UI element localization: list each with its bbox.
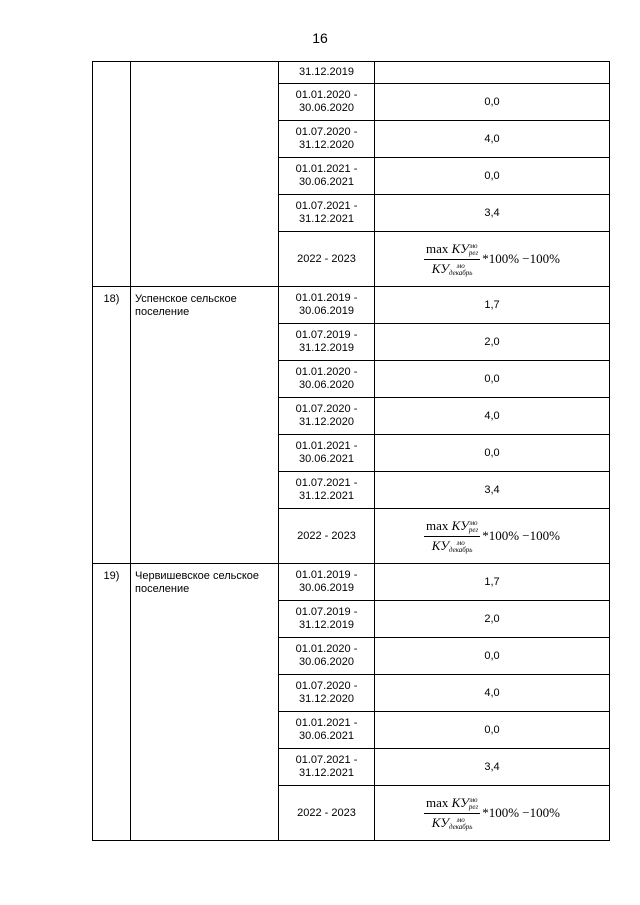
formula-sub: декабрь (448, 546, 473, 555)
value-cell: 4,0 (375, 398, 610, 435)
formula-fraction (424, 795, 480, 831)
formula-denominator (430, 260, 475, 277)
value-cell: 0,0 (375, 158, 610, 195)
formula-sub: декабрь (448, 269, 473, 278)
value-cell: 0,0 (375, 435, 610, 472)
period-cell: 01.07.2021 - 31.12.2021 (279, 472, 375, 509)
value-cell: 3,4 (375, 195, 610, 232)
settlement-name-cell (131, 62, 279, 287)
formula-sup: мо (456, 816, 465, 825)
period-cell: 01.07.2019 - 31.12.2019 (279, 324, 375, 361)
period-cell: 01.07.2020 - 31.12.2020 (279, 398, 375, 435)
value-cell: 0,0 (375, 361, 610, 398)
formula-sup: мо (469, 519, 478, 527)
formula-cell (375, 786, 610, 841)
period-cell: 01.01.2020 - 30.06.2020 (279, 638, 375, 675)
period-cell: 01.01.2020 - 30.06.2020 (279, 84, 375, 121)
formula-max: max (426, 794, 449, 810)
formula-sup: мо (456, 262, 465, 271)
formula-ku: КУ (451, 794, 469, 810)
value-cell: 3,4 (375, 472, 610, 509)
value-cell: 0,0 (375, 712, 610, 749)
value-cell: 4,0 (375, 121, 610, 158)
value-cell: 3,4 (375, 749, 610, 786)
formula-denominator (430, 814, 475, 831)
formula-numerator (424, 241, 480, 260)
period-cell: 01.01.2019 - 30.06.2019 (279, 287, 375, 324)
formula-ku: КУ (451, 240, 469, 256)
period-cell: 01.07.2021 - 31.12.2021 (279, 749, 375, 786)
value-cell: 1,7 (375, 287, 610, 324)
formula (424, 518, 560, 554)
formula-sub: рег (468, 803, 479, 811)
row-number-cell: 18) (93, 287, 131, 564)
period-cell: 01.01.2021 - 30.06.2021 (279, 158, 375, 195)
table-row (93, 62, 610, 84)
row-number-cell: 19) (93, 564, 131, 841)
period-cell: 01.01.2020 - 30.06.2020 (279, 361, 375, 398)
formula-sup: мо (456, 539, 465, 548)
formula-sub: декабрь (448, 823, 473, 832)
period-cell: 01.01.2019 - 30.06.2019 (279, 564, 375, 601)
value-cell: 1,7 (375, 564, 610, 601)
page-number: 16 (312, 30, 328, 46)
value-cell: 0,0 (375, 638, 610, 675)
formula-sub: рег (468, 249, 479, 257)
formula (424, 241, 560, 277)
period-cell: 01.01.2021 - 30.06.2021 (279, 435, 375, 472)
table-row (93, 287, 610, 324)
table-body (93, 62, 610, 841)
value-cell: 2,0 (375, 601, 610, 638)
period-cell: 01.01.2021 - 30.06.2021 (279, 712, 375, 749)
period-cell: 01.07.2021 - 31.12.2021 (279, 195, 375, 232)
formula-rest: *100% −100% (482, 251, 560, 266)
table-row (93, 564, 610, 601)
formula (424, 795, 560, 831)
period-cell: 2022 - 2023 (279, 232, 375, 287)
formula-sup: мо (469, 796, 478, 804)
period-cell: 31.12.2019 (279, 62, 375, 84)
period-cell: 01.07.2020 - 31.12.2020 (279, 675, 375, 712)
formula-cell (375, 509, 610, 564)
formula-denominator (430, 537, 475, 554)
row-number-cell (93, 62, 131, 287)
period-cell: 2022 - 2023 (279, 509, 375, 564)
tariff-table (92, 61, 610, 841)
formula-rest: *100% −100% (482, 805, 560, 820)
period-cell: 2022 - 2023 (279, 786, 375, 841)
formula-ku: КУ (431, 261, 449, 276)
settlement-name-cell: Успенское сельское поселение (131, 287, 279, 564)
formula-rest: *100% −100% (482, 528, 560, 543)
formula-numerator (424, 795, 480, 814)
formula-sup: мо (469, 242, 478, 250)
formula-cell (375, 232, 610, 287)
formula-numerator (424, 518, 480, 537)
value-cell: 2,0 (375, 324, 610, 361)
value-cell: 0,0 (375, 84, 610, 121)
formula-ku: КУ (431, 815, 449, 830)
settlement-name-cell: Червишевское сельское поселение (131, 564, 279, 841)
formula-max: max (426, 240, 449, 256)
formula-fraction (424, 518, 480, 554)
value-cell: 4,0 (375, 675, 610, 712)
period-cell: 01.07.2020 - 31.12.2020 (279, 121, 375, 158)
formula-ku: КУ (451, 517, 469, 533)
formula-sub: рег (468, 526, 479, 534)
formula-ku: КУ (431, 538, 449, 553)
value-cell (375, 62, 610, 84)
formula-fraction (424, 241, 480, 277)
formula-max: max (426, 517, 449, 533)
period-cell: 01.07.2019 - 31.12.2019 (279, 601, 375, 638)
